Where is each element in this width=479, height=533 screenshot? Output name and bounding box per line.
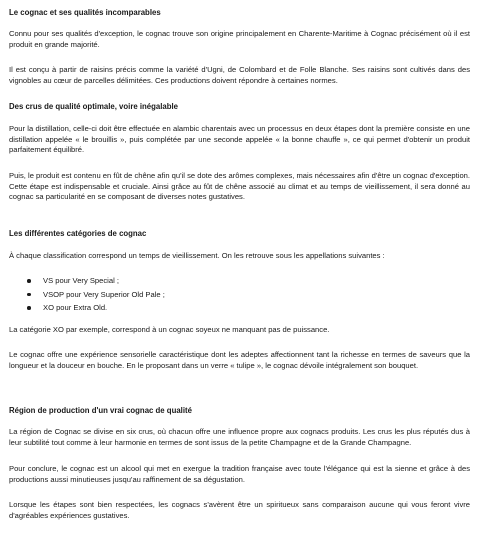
bullet-icon [27,279,31,283]
paragraph-six-crus: La région de Cognac se divise en six crus, où chacun offre une influence propre aux cognacs produits. Les crus les plus réputés dus à leur subtilité tout comme à leur harmonie en termes de sont issus de la petite Champagne et de la Grande Champagne. [9,427,470,447]
paragraph-closing: Lorsque les étapes sont bien respectées, les cognacs s'avèrent être un spiritueux sans comparaison aucune qui vous feront vivre d'agréables expériences gustatives. [9,500,470,520]
paragraph-oak-barrel: Puis, le produit est contenu en fût de chêne afin qu'il se dote des arômes complexes, mais nécessaires afin d'être un cognac d'exception. Cette étape est indispensable et cruciale. Ainsi grâce au fût de chêne associé au climat et au temps de vieillissement, il sera donné au cognac sa particularité en se composant de diverses notes gustatives. [9,171,470,202]
paragraph-sensory: Le cognac offre une expérience sensorielle caractéristique dont les adeptes affectionnent tant la richesse en termes de saveurs que la longueur et la douceur en bouche. En le proposant dans un verre « tulipe », le cognac dévoile intégralement son bouquet. [9,350,470,370]
section-heading-region: Région de production d'un vrai cognac de qualité [9,406,192,415]
paragraph-distillation: Pour la distillation, celle-ci doit être effectuée en alambic charentais avec un processus en deux étapes dont la première consiste en une distillation appelée « le brouillis », puis complétée par une seconde appelée « la bonne chauffe », ce qui permet d'obtenir un produit parfaitement équilibré. [9,124,470,155]
section-heading-crus-quality: Des crus de qualité optimale, voire inégalable [9,102,178,111]
list-item [9,274,470,288]
bullet-text: VSOP pour Very Superior Old Pale ; [43,289,165,299]
section-heading-categories: Les différentes catégories de cognac [9,229,147,238]
bullet-icon [27,306,31,310]
paragraph-xo: La catégorie XO par exemple, correspond à un cognac soyeux ne manquant pas de puissance. [9,325,330,334]
bullet-text: XO pour Extra Old. [43,303,108,313]
bullet-icon [27,293,31,297]
section-heading-cognac-qualities: Le cognac et ses qualités incomparables [9,8,161,17]
paragraph-grapes: Il est conçu à partir de raisins précis comme la variété d'Ugni, de Colombard et de Folle Blanche. Ses raisins sont cultivés dans des vignobles au cœur de parcelles délimitées. Ces productions doivent répondre à certaines normes. [9,65,470,85]
category-bullet-list [9,274,470,315]
paragraph-conclusion: Pour conclure, le cognac est un alcool qui met en exergue la tradition française avec toute l'élégance qui est la sienne et grâce à des productions aussi minutieuses jusqu'au raffinement de sa dégustation. [9,464,470,484]
list-item [9,288,470,302]
paragraph-classification-intro: À chaque classification correspond un temps de vieillissement. On les retrouve sous les appellations suivantes : [9,251,385,260]
bullet-text: VS pour Very Special ; [43,276,119,285]
list-item [9,301,470,315]
paragraph-origin: Connu pour ses qualités d'exception, le cognac trouve son origine principalement en Charente-Maritime à Cognac précisément où il est produit en grande majorité. [9,29,470,49]
